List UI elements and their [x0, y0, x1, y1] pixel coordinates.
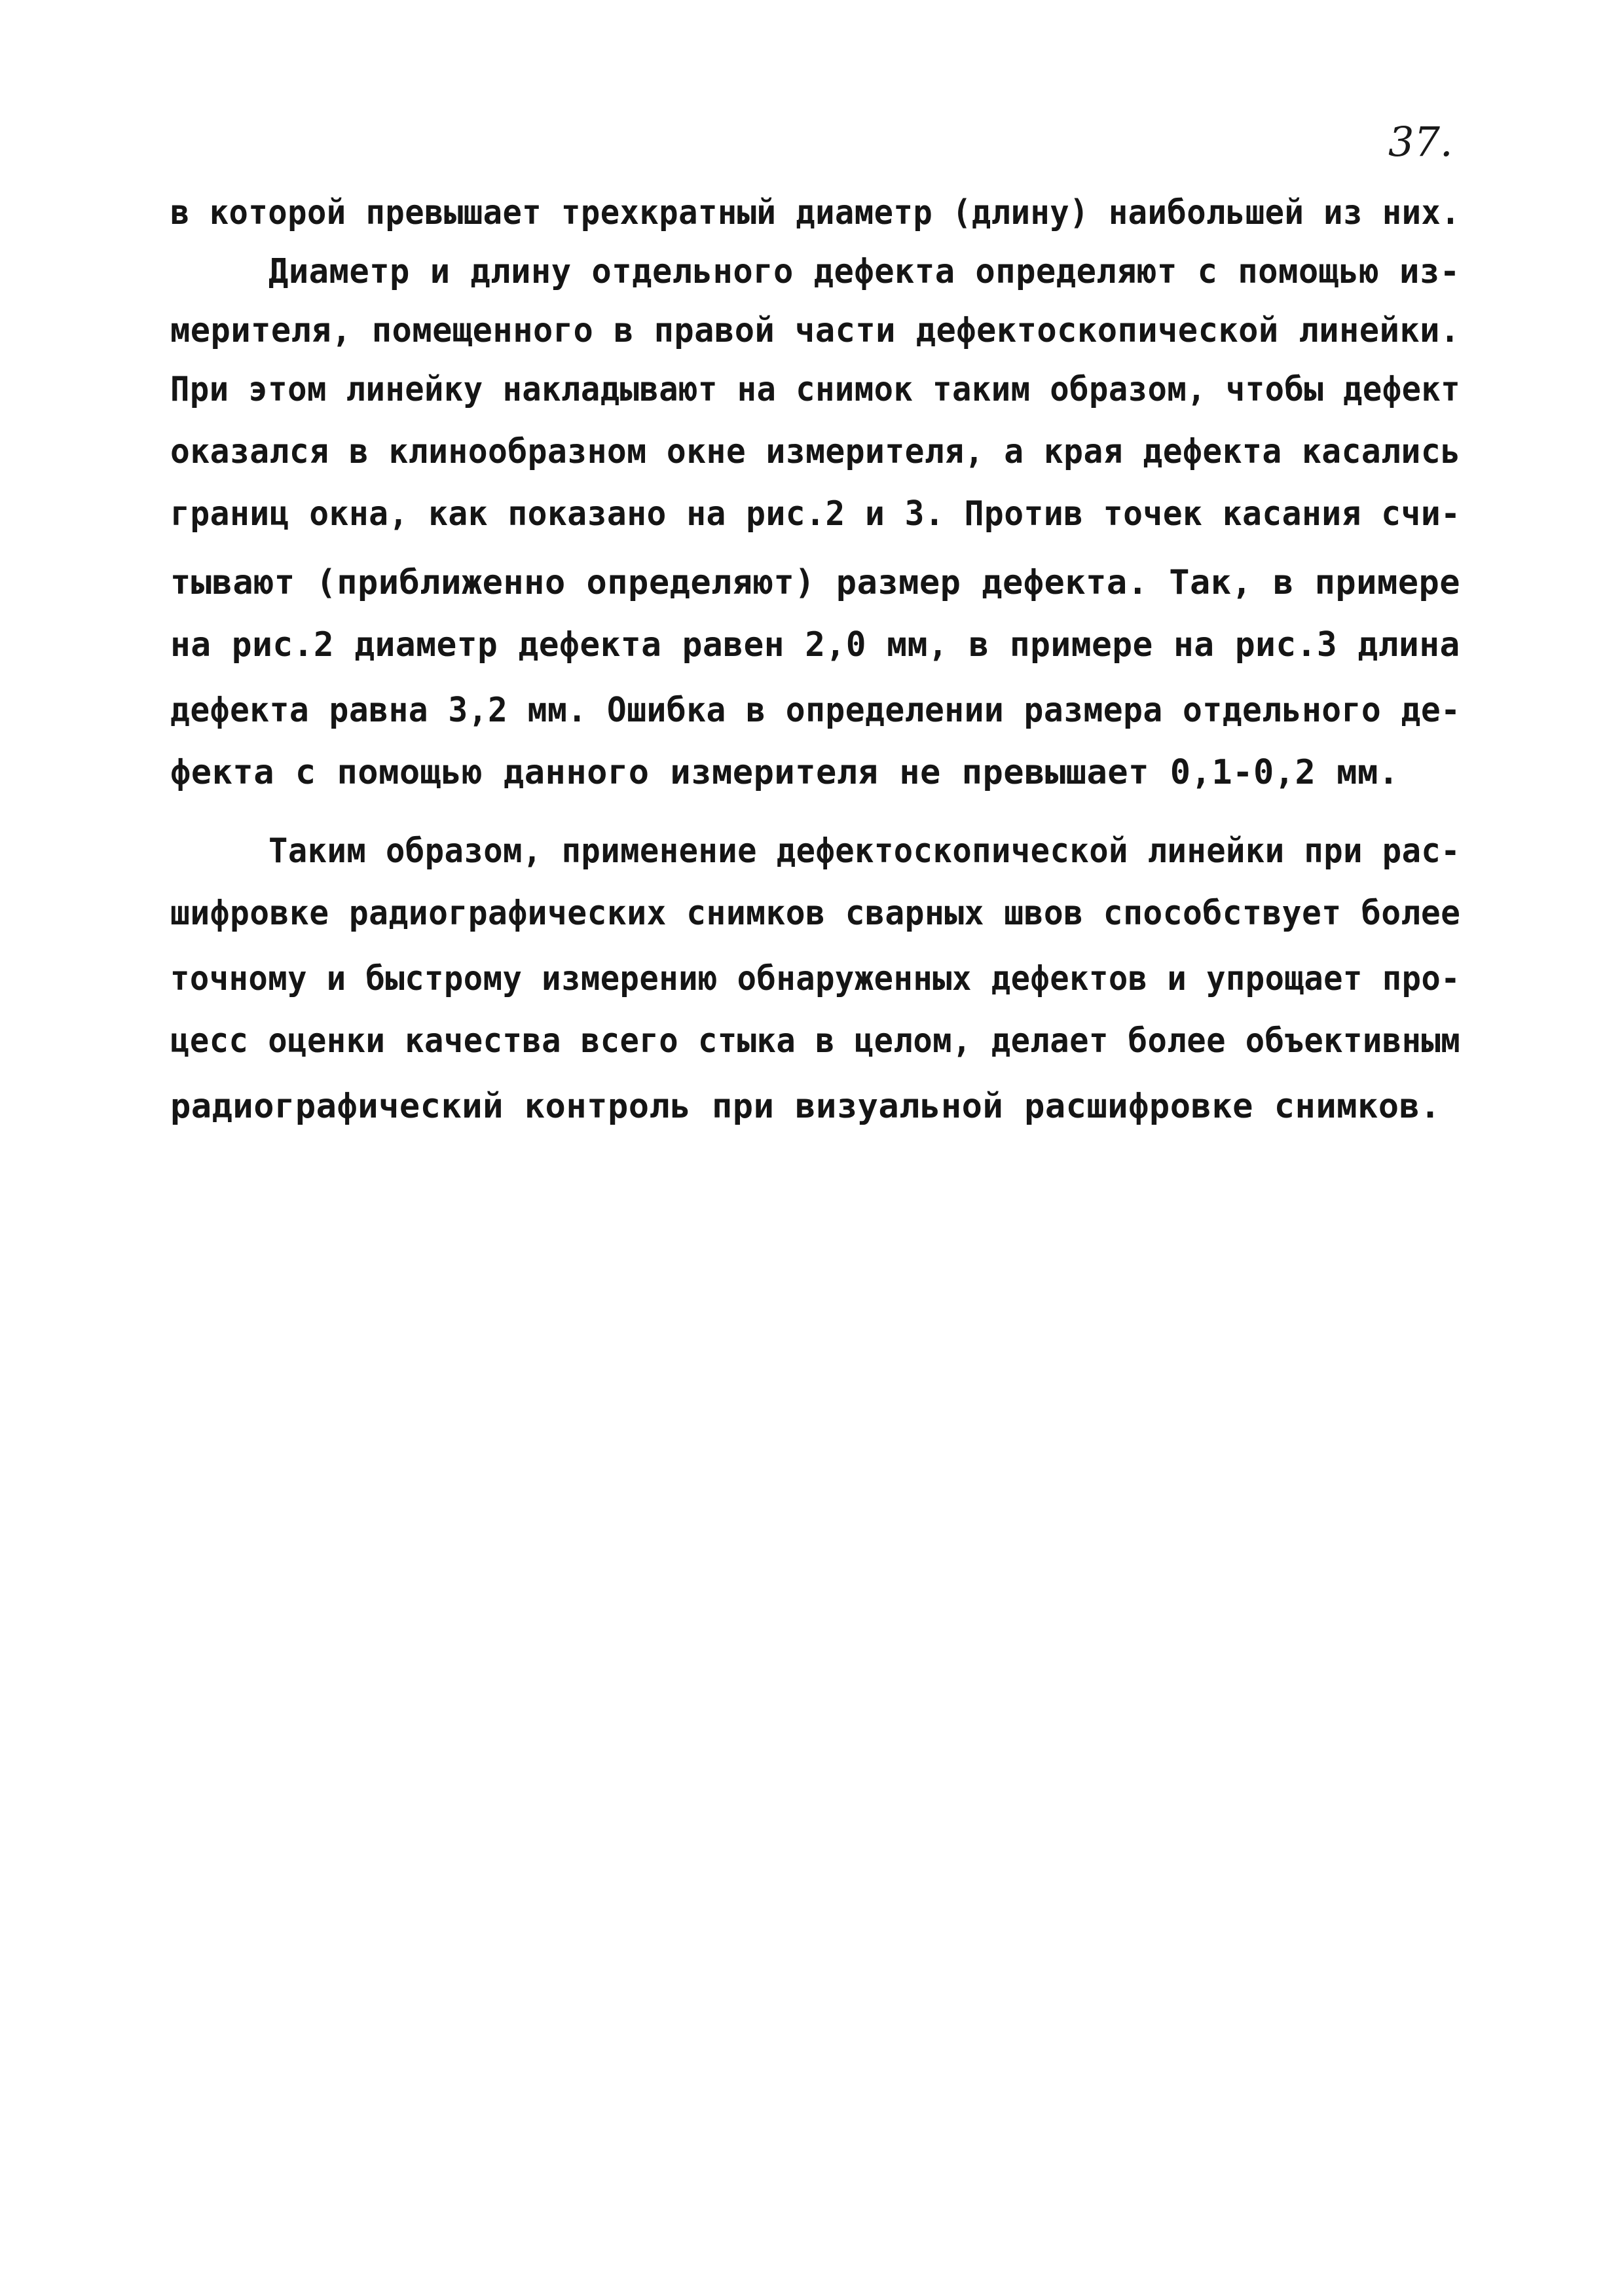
text-line: оказался в клинообразном окне измерителя, а края дефекта касались: [170, 432, 1461, 471]
text-line: Диаметр и длину отдельного дефекта определяют с помощью из-: [268, 252, 1460, 291]
text-line: в которой превышает трехкратный диаметр (длину) наибольшей из них.: [170, 193, 1461, 232]
text-line: тывают (приближенно определяют) размер дефекта. Так, в примере: [170, 563, 1461, 602]
text-line: на рис.2 диаметр дефекта равен 2,0 мм, в примере на рис.3 длина: [170, 625, 1460, 665]
text-line: границ окна, как показано на рис.2 и 3. Против точек касания счи-: [170, 494, 1461, 534]
text-line: мерителя, помещенного в правой части дефектоскопической линейки.: [170, 311, 1460, 350]
text-line: радиографический контроль при визуальной расшифровке снимков.: [170, 1087, 1441, 1126]
text-line: точному и быстрому измерению обнаруженных дефектов и упрощает про-: [170, 959, 1461, 998]
text-line: цесс оценки качества всего стыка в целом, делает более объективным: [170, 1021, 1461, 1061]
page-number: 37.: [1388, 118, 1453, 166]
text-line: дефекта равна 3,2 мм. Ошибка в определении размера отдельного де-: [170, 691, 1461, 730]
text-line: фекта с помощью данного измерителя не превышает 0,1-0,2 мм.: [170, 753, 1399, 792]
text-line: Таким образом, применение дефектоскопической линейки при рас-: [268, 831, 1461, 871]
text-line: шифровке радиографических снимков сварных швов способствует более: [170, 894, 1461, 933]
text-line: При этом линейку накладывают на снимок таким образом, чтобы дефект: [170, 370, 1461, 409]
